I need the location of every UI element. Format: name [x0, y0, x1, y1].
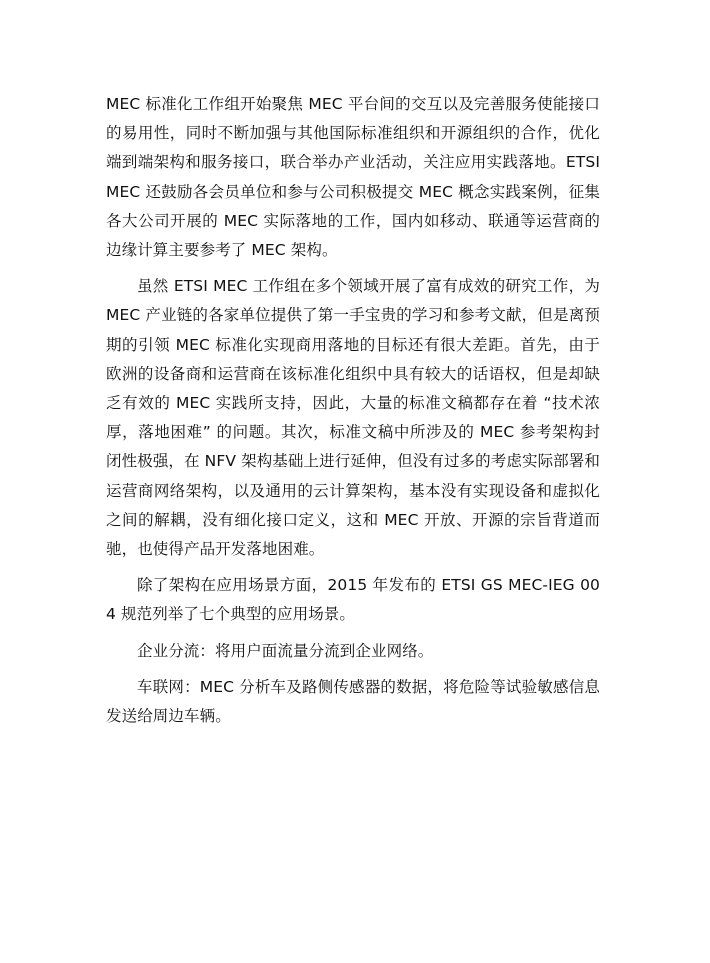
- paragraph-vehicle-network: 车联网：MEC 分析车及路侧传感器的数据，将危险等试验敏感信息发送给周边车辆。: [106, 677, 600, 726]
- paragraph-mec-standardization: MEC 标准化工作组开始聚焦 MEC 平台间的交互以及完善服务使能接口的易用性，同时不断加强与其他国际标准组织和开源组织的合作，优化端到端架构和服务接口，联合举办产业活动，关注应用实践落地。ETSI MEC 还鼓励各会员单位和参与公司积极提交 MEC 概念实践案例，征集各大公司开展的 MEC 实际落地的工作，国内如移动、联通等运营商的边缘计算主要参考了 MEC 架构。: [106, 95, 600, 260]
- paragraph-application-scenarios: 除了架构在应用场景方面，2015 年发布的 ETSI GS MEC-IEG 004 规范列举了七个典型的应用场景。: [106, 576, 600, 624]
- document-body: [106, 90, 600, 731]
- paragraph-enterprise-offload: 企业分流：将用户面流量分流到企业网络。: [137, 641, 434, 660]
- paragraph-etsi-mec-limitations: 虽然 ETSI MEC 工作组在多个领域开展了富有成效的研究工作，为 MEC 产业链的各家单位提供了第一手宝贵的学习和参考文献，但是离预期的引领 MEC 标准化实现商用落地的目标还有很大差距。首先，由于欧洲的设备商和运营商在该标准化组织中具有较大的话语权，但是却缺乏有效的 MEC 实践所支持，因此，大量的标准文稿都存在着 “技术浓厚，落地困难” 的问题。其次，标准文稿中所涉及的 MEC 参考架构封闭性极强，在 NFV 架构基础上进行延伸，但没有过多的考虑实际部署和运营商网络架构，以及通用的云计算架构，基本没有实现设备和虚拟化之间的解耦，没有细化接口定义，这和 MEC 开放、开源的宗旨背道而驰，也使得产品开发落地困难。: [106, 277, 600, 559]
